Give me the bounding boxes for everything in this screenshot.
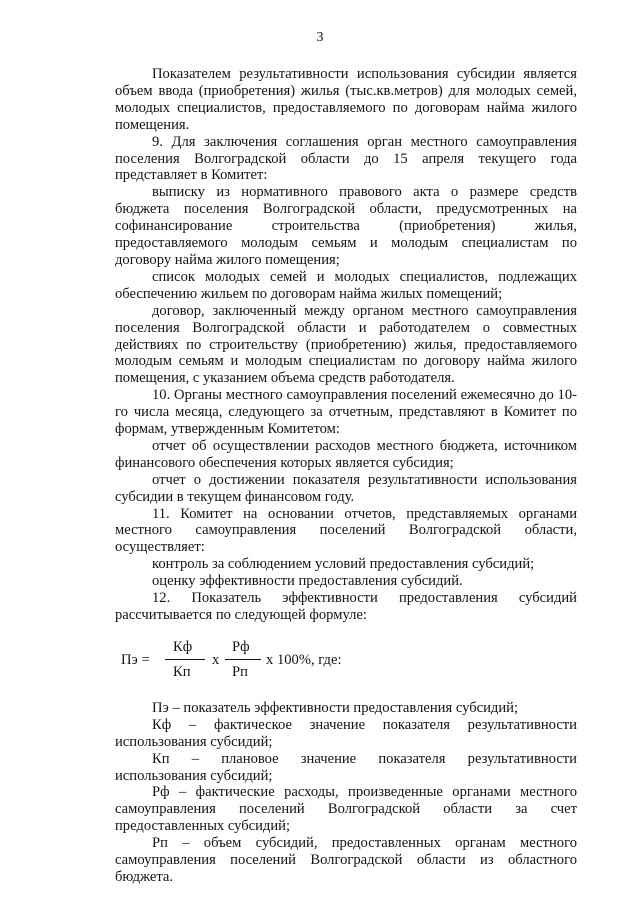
formula-numerator-kf: Кф [173,638,193,655]
paragraph-item-11: 11. Комитет на основании отчетов, представляемых органами местного самоуправления поселений Волгоградской области, осуществляет: [115,505,577,556]
paragraph-item-10: 10. Органы местного самоуправления поселений ежемесячно до 10-го числа месяца, следующего за отчетным, представляют в Комитет по формам, утвержденным Комитетом: [115,387,577,438]
paragraph-family-list: список молодых семей и молодых специалистов, подлежащих обеспечению жильем по договорам найма жилых помещений; [115,268,577,302]
formula-denominator-kp: Кп [173,663,191,680]
paragraph-item-9: 9. Для заключения соглашения орган местного самоуправления поселения Волгоградской области до 15 апреля текущего года представляет в Комитет: [115,133,577,184]
formula-tail: x 100%, где: [266,651,342,668]
definition-rf: Рф – фактические расходы, произведенные органами местного самоуправления поселений Волгоградской области за счет предоставленных субсидий; [115,784,577,835]
definition-kf: Кф – фактическое значение показателя результативности использования субсидий; [115,716,577,750]
efficiency-formula [115,632,577,690]
formula-times: x [212,651,220,668]
paragraph-expense-report: отчет об осуществлении расходов местного бюджета, источником финансового обеспечения которых является субсидия; [115,437,577,471]
paragraph-extract: выписку из нормативного правового акта о размере средств бюджета поселения Волгоградской области, предусмотренных на софинансирование строительства (приобретения) жилья, предоставляемого молодым семьям и молодым специалистам по договору найма жилого помещения; [115,184,577,268]
formula-lhs: Пэ = [121,651,150,668]
definition-pe: Пэ – показатель эффективности предоставления субсидий; [152,699,519,716]
page-number: 3 [316,30,324,45]
formula-denominator-rp: Рп [232,663,248,680]
paragraph-contract: договор, заключенный между органом местного самоуправления поселения Волгоградской области и работодателем о совместных действиях по строительству (приобретению) жилья, предоставляемого молодым семьям и молодым специалистам по договору найма жилого помещения, с указанием объема средств работодателя. [115,302,577,387]
document-body [115,66,577,886]
definition-kp: Кп – плановое значение показателя результативности использования субсидий; [115,750,577,784]
paragraph-result-indicator: Показателем результативности использования субсидии является объем ввода (приобретения) жилья (тыс.кв.метров) для молодых семей, молодых специалистов, предоставляемого по договорам найма жилого помещения. [115,66,577,133]
paragraph-item-12: 12. Показатель эффективности предоставления субсидий рассчитывается по следующей формуле: [115,590,577,623]
formula-numerator-rf: Рф [232,638,250,655]
fraction-bar-1 [165,659,205,660]
paragraph-indicator-report: отчет о достижении показателя результативности использования субсидии в текущем финансовом году. [115,471,577,505]
paragraph-evaluation: оценку эффективности предоставления субсидий. [152,573,463,590]
fraction-bar-2 [225,659,261,660]
paragraph-control: контроль за соблюдением условий предоставления субсидий; [152,556,535,573]
definition-rp: Рп – объем субсидий, предоставленных органам местного самоуправления поселений Волгоградской области из областного бюджета. [115,835,577,885]
